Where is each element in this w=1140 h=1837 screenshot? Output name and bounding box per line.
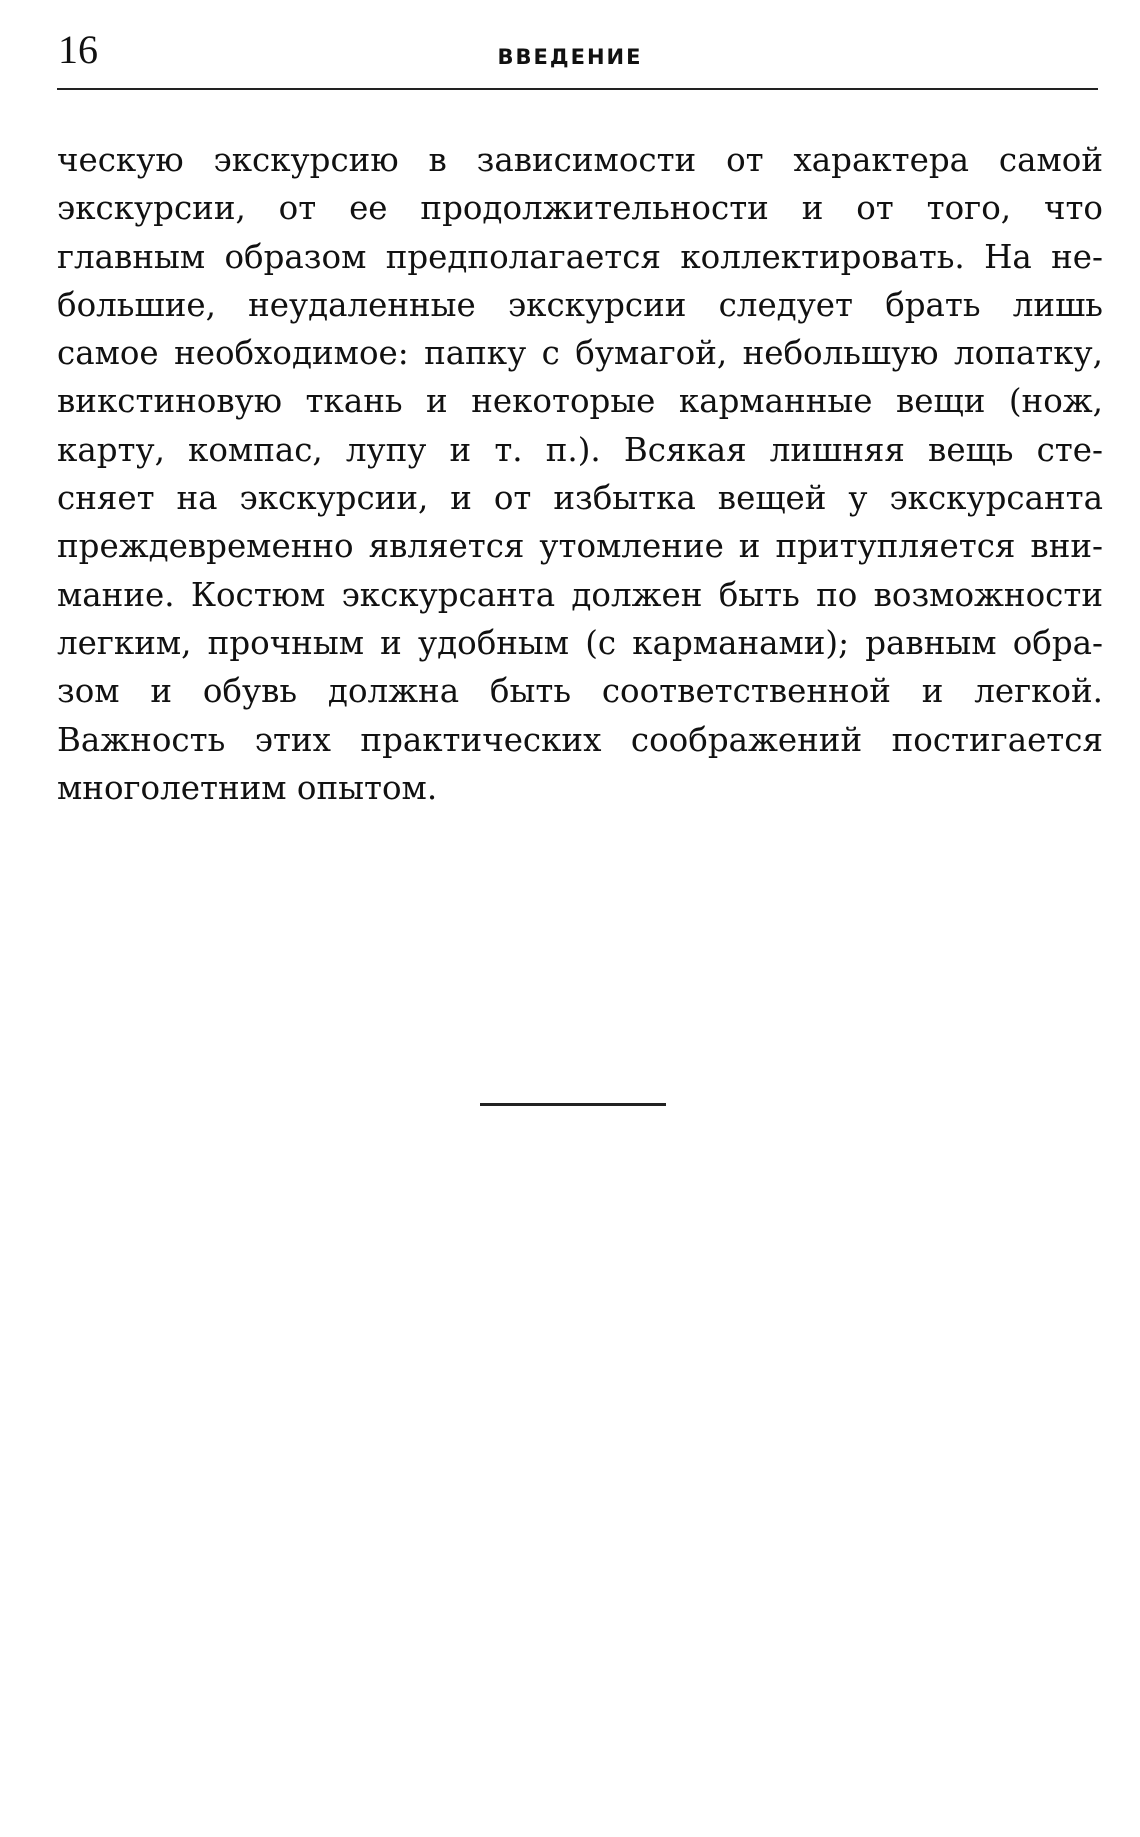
text-line: легким, прочным и удобным (с карманами); равным обра- — [57, 623, 1103, 662]
page-number: 16 — [58, 27, 98, 72]
body-paragraph — [57, 136, 1103, 812]
section-end-rule — [480, 1103, 666, 1106]
text-line: мание. Костюм экскурсанта должен быть по возможности — [57, 575, 1103, 614]
text-line: главным образом предполагается коллектировать. На не- — [57, 237, 1103, 276]
text-line: зом и обувь должна быть соответственной и легкой. — [57, 672, 1103, 711]
text-line: преждевременно является утомление и притупляется вни- — [57, 527, 1103, 566]
text-line: ческую экскурсию в зависимости от характера самой — [57, 141, 1103, 179]
running-title: ВВЕДЕНИЕ — [497, 45, 643, 69]
text-line: карту, компас, лупу и т. п.). Всякая лишняя вещь сте- — [57, 430, 1103, 469]
text-line: викстиновую ткань и некоторые карманные вещи (нож, — [57, 382, 1103, 421]
text-line: самое необходимое: папку с бумагой, небольшую лопатку, — [57, 334, 1103, 373]
text-line: большие, неудаленные экскурсии следует брать лишь — [57, 285, 1103, 324]
text-line: Важность этих практических соображений постигается — [57, 720, 1103, 759]
text-line: многолетним опытом. — [57, 768, 438, 807]
text-line: экскурсии, от ее продолжительности и от того, что — [57, 189, 1103, 228]
header-rule — [57, 88, 1098, 90]
text-line: сняет на экскурсии, и от избытка вещей у экскурсанта — [57, 479, 1103, 518]
